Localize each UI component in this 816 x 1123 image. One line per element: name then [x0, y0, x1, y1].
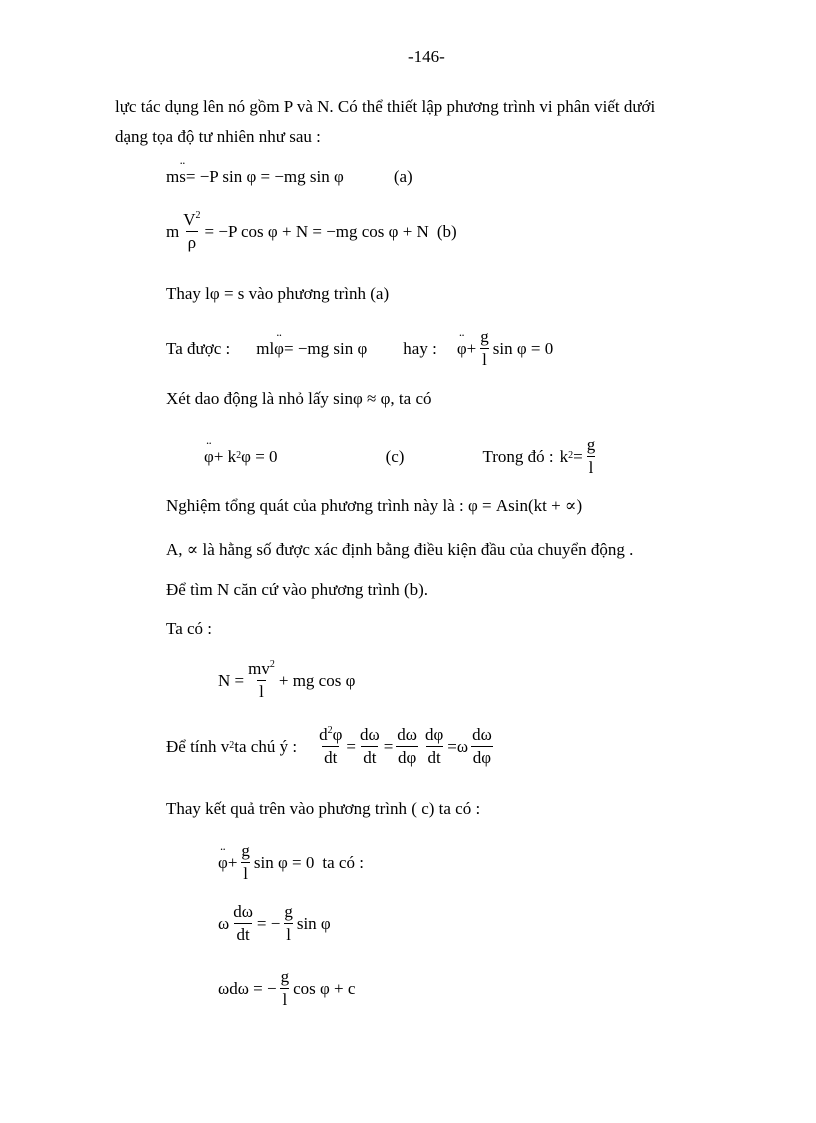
eq-ml-lhs-rest: = −mg sin φ [283, 338, 368, 358]
text-small-oscillation: Xét dao động là nhỏ lấy sinφ ≈ φ, ta có [166, 389, 432, 408]
equation-a [166, 168, 413, 185]
equation-n [218, 660, 355, 701]
equation-v2 [166, 726, 496, 767]
eq-v2-f4-num: dφ [424, 725, 444, 744]
eq-n-exp: 2 [269, 659, 275, 670]
text-ta-co: Ta có : [166, 619, 213, 638]
eq-a-rhs: = −P sin φ = −mg sin φ [185, 167, 344, 186]
eq-e-g: g [284, 902, 293, 921]
eq-b-den: ρ [187, 232, 197, 252]
eq-ml-tail: sin φ = 0 [492, 338, 554, 358]
eq-d-rest: sin φ = 0 [253, 852, 315, 872]
eq-v2-fraction-3 [395, 726, 419, 767]
eq-b-m: m [166, 221, 180, 241]
eq-d-tail: ta có : [322, 852, 364, 872]
equation-d [218, 842, 364, 883]
eq-n-rest: + mg cos φ [278, 670, 356, 690]
eq-d-plus: + [227, 852, 238, 872]
eq-f-rest: cos φ + c [293, 978, 356, 998]
eq-d-phi-double-dot: ¨ φ [218, 854, 228, 871]
eq-e-fraction-1 [231, 903, 255, 944]
equation-ml [166, 328, 553, 369]
eq-v2-f2-num: dω [359, 725, 380, 744]
eq-ml-fraction [478, 328, 491, 369]
eq-ml-lhs-pre: ml [256, 338, 275, 358]
eq-ml-l: l [482, 349, 487, 369]
eq-ml-label: Ta được : [166, 338, 231, 358]
eq-v2-fraction-4 [423, 726, 445, 767]
eq-n-fraction [246, 660, 277, 701]
eq-v2-f5-num: dω [472, 725, 492, 744]
text-find-n: Để tìm N căn cứ vào phương trình (b). [166, 580, 429, 599]
eq-n-num: mv [248, 659, 270, 678]
equation-f [218, 968, 355, 1009]
eq-v2-f3-den: dφ [397, 747, 417, 767]
eq-a-m: m [166, 167, 180, 186]
eq-e-den: dt [236, 924, 250, 944]
eq-v2-f2-den: dt [363, 747, 377, 767]
equation-e [218, 903, 331, 944]
page-number: -146- [408, 47, 445, 66]
eq-d-l: l [243, 863, 249, 883]
eq-v2-exp: 2 [229, 740, 235, 752]
eq-c-rest: φ = 0 [241, 446, 278, 466]
eq-c-equals: = [573, 446, 583, 466]
text-replace: Thay kết quả trên vào phương trình ( c) ta có : [166, 799, 481, 818]
eq-e-num: dω [233, 902, 253, 921]
eq-e-rest: sin φ [296, 913, 331, 933]
equation-c [204, 436, 599, 477]
equation-b [166, 211, 457, 252]
eq-n-den: l [259, 681, 264, 701]
eq-ml-phi2-double-dot: ¨ φ [457, 340, 467, 357]
eq-c-phi-double-dot: ¨ φ [204, 448, 214, 465]
eq-a-tag: (a) [393, 167, 413, 186]
eq-ml-phi-double-dot: ¨ φ [274, 340, 284, 357]
intro-line-2: dạng tọa độ tư nhiên như sau : [115, 127, 321, 146]
eq-v2-omega: ω [456, 736, 469, 756]
eq-a-s-double-dot: ¨ s [179, 168, 186, 185]
eq-v2-f5-den: dφ [472, 747, 492, 767]
eq-v2-fraction-2 [358, 726, 382, 767]
eq-v2-label2: ta chú ý : [234, 736, 298, 756]
text-constants: A, ∝ là hằng số được xác định bằng điều kiện đầu của chuyển động . [166, 540, 634, 559]
eq-c-k: k [559, 446, 569, 466]
eq-c-k-exp: 2 [568, 450, 574, 462]
eq-n-lhs: N = [218, 670, 245, 690]
eq-ml-g: g [480, 327, 489, 346]
eq-e-omega: ω [218, 913, 230, 933]
eq-v2-f1-phi: φ [332, 725, 343, 744]
eq-e-l: l [286, 924, 291, 944]
eq-c-tag: (c) [385, 446, 405, 466]
eq-v2-f4-den: dt [427, 747, 441, 767]
intro-line-1: lực tác dụng lên nó gồm P và N. Có thể thiết lập phương trình vi phân viết dưới [115, 97, 656, 116]
eq-b-fraction [181, 211, 202, 252]
eq-d-g: g [241, 841, 250, 860]
text-general-solution: Nghiệm tổng quát của phương trình này là : φ = Asin(kt + ∝) [166, 496, 583, 515]
eq-ml-hay: hay : [403, 338, 437, 358]
eq-v2-fraction-1 [317, 726, 344, 767]
eq-f-fraction [279, 968, 292, 1009]
eq-v2-f1-exp: 2 [327, 725, 333, 736]
eq-v2-eq-3: = [447, 736, 457, 756]
eq-f-g: g [280, 967, 290, 986]
eq-c-g: g [586, 435, 596, 454]
eq-c-fraction [585, 436, 598, 477]
eq-d-fraction [239, 842, 252, 883]
eq-e-mid: = − [256, 913, 281, 933]
eq-f-l: l [282, 989, 288, 1009]
eq-c-mid: + k [213, 446, 237, 466]
text-substitute: Thay lφ = s vào phương trình (a) [166, 284, 390, 303]
eq-b-tag: (b) [436, 221, 457, 241]
eq-v2-f3-num: dω [397, 725, 417, 744]
eq-v2-eq-1: = [346, 736, 356, 756]
eq-v2-f1-den: dt [324, 747, 338, 767]
eq-ml-plus: + [466, 338, 477, 358]
eq-c-l: l [588, 457, 594, 477]
eq-b-num: V [183, 210, 196, 229]
eq-v2-eq-2: = [383, 736, 394, 756]
eq-v2-fraction-5 [470, 726, 494, 767]
eq-v2-f1-d: d [319, 725, 328, 744]
eq-b-exp: 2 [195, 210, 201, 221]
eq-b-rhs: = −P cos φ + N = −mg cos φ + N [204, 221, 429, 241]
eq-v2-label: Để tính v [166, 736, 230, 756]
eq-c-where: Trong đó : [482, 446, 554, 466]
eq-c-exp: 2 [236, 450, 242, 462]
eq-e-fraction-2 [282, 903, 295, 944]
eq-f-lhs: ωdω = − [218, 978, 277, 998]
